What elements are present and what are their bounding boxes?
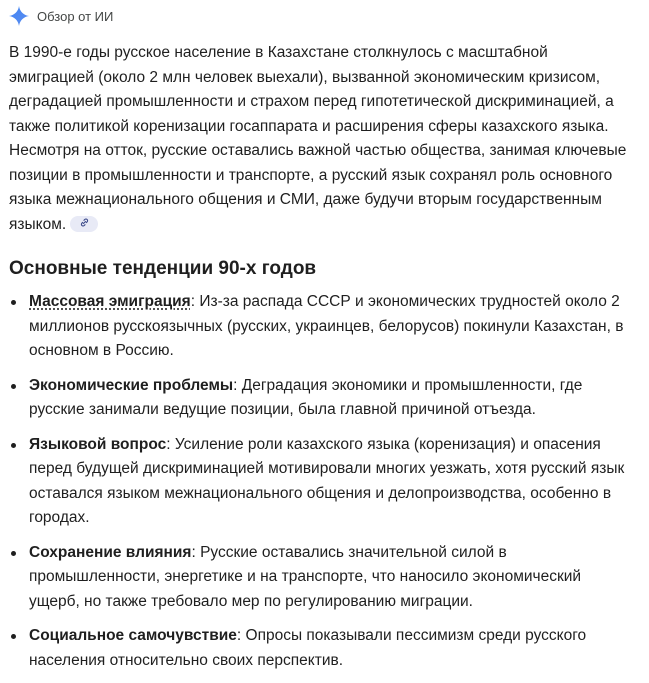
bullet [11,551,16,556]
link-icon [79,212,90,237]
intro-paragraph [9,41,634,237]
list-item [9,374,634,423]
bullet [11,443,16,448]
bullet [11,384,16,389]
list-item [9,541,634,615]
term-label: Экономические проблемы [29,376,234,394]
bullet [11,300,16,305]
trends-list [9,290,634,683]
section-title: Основные тенденции 90-х годов [9,258,317,279]
item-text: : Усиление роли казахского языка (коренизация) и опасения перед будущей дискриминацией мотивировали многих уезжать, хотя русский язык оставался языком межнационального общения и делопроизводства, особенно в городах. [29,435,625,526]
list-item [9,433,634,531]
intro-text: В 1990-е годы русское население в Казахстане столкнулось с масштабной эмиграцией (около 2 млн человек выехали), вызванной экономическим кризисом, деградацией промышленности и страхом перед гипотетической дискриминацией, а также политикой коренизации госаппарата и расширения сферы казахского языка. Несмотря на отток, русские оставались важной частью общества, занимая ключевые позиции в промышленности и транспорте, а русский язык сохранял роль основного языка межнационального общения и СМИ, даже будучи вторым государственным языком. [9,44,627,233]
list-item [9,290,634,364]
item-text: : Деградация экономики и промышленности, где русские занимали ведущие позиции, была главной причиной отъезда. [29,376,583,418]
source-link-button[interactable] [70,216,98,232]
item-text: : Из-за распада СССР и экономических трудностей около 2 миллионов русскоязычных (русских, украинцев, белорусов) покинули Казахстан, в основном в Россию. [29,293,624,359]
item-text: : Русские оставались значительной силой в промышленности, энергетике и на транспорте, что наносило экономический ущерб, но также требовало мер по регулированию миграции. [29,543,582,610]
term-label: Сохранение влияния [29,543,192,561]
ai-overview-header [9,4,113,28]
header-title: Обзор от ИИ [37,8,114,24]
term-link[interactable]: Массовая эмиграция [29,293,191,310]
bullet [11,634,16,639]
list-item [9,624,634,673]
term-label: Языковой вопрос [29,435,167,453]
sparkle-icon [9,6,29,26]
item-text: : Опросы показывали пессимизм среди русского населения относительно своих перспектив. [29,627,587,669]
term-label: Социальное самочувствие [29,627,237,644]
